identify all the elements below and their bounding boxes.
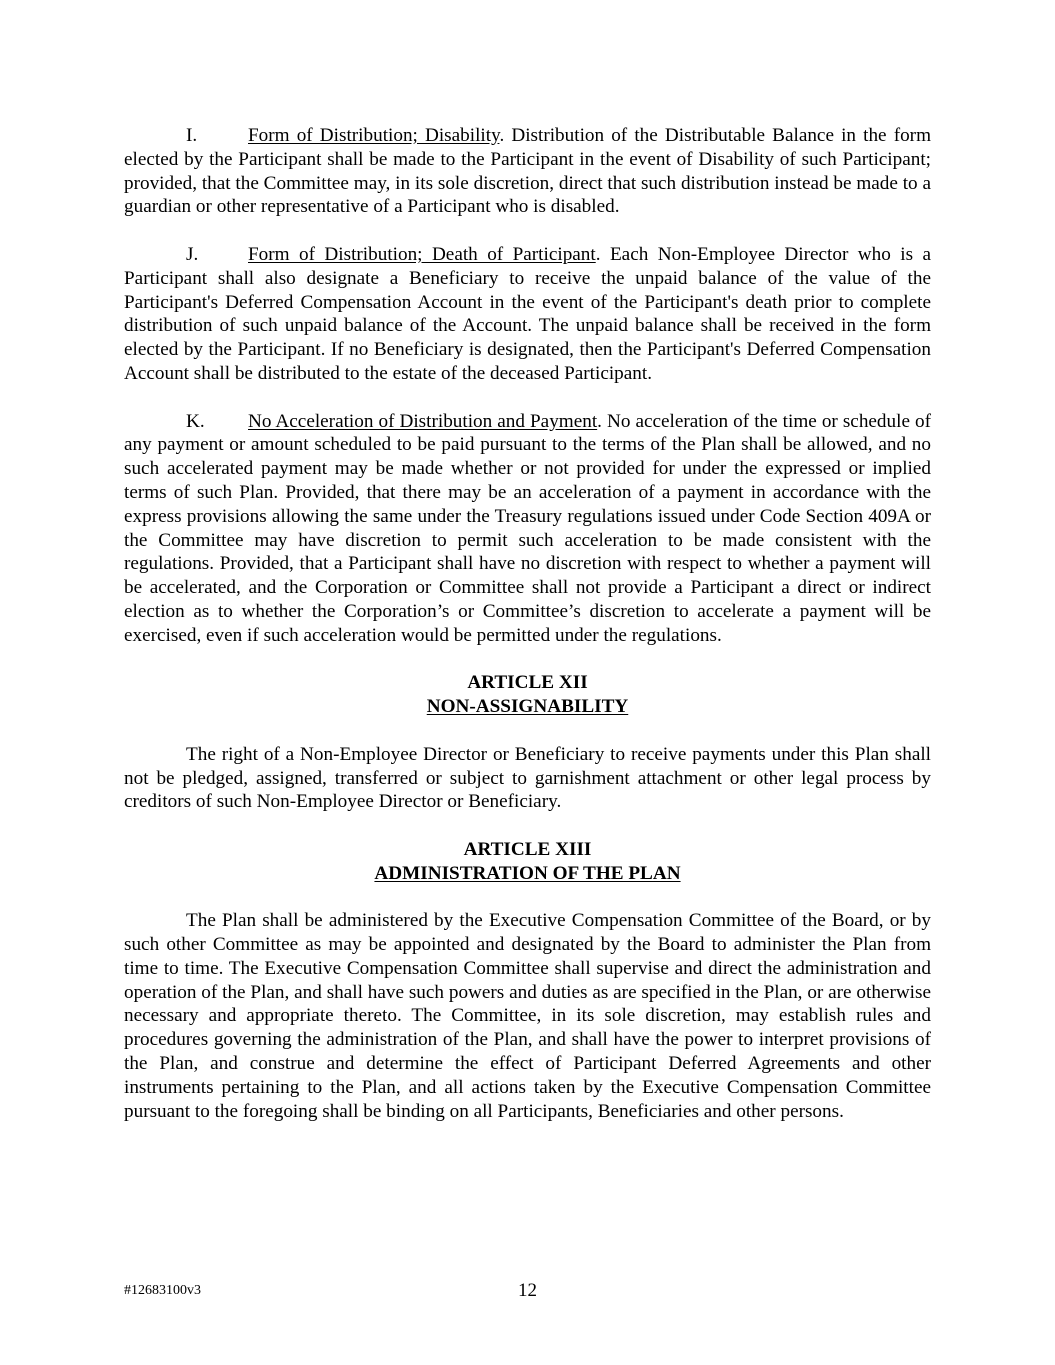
article-xii-heading: [124, 671, 931, 719]
section-i-letter: I.: [186, 125, 198, 146]
section-k-letter: K.: [186, 410, 205, 432]
article-xii-paragraph: The right of a Non-Employee Director or Beneficiary to receive payments under this Plan shall not be pledged, assigned, transferred or subject to garnishment attachment or other legal process by creditors of such Non-Employee Director or Beneficiary.: [124, 743, 931, 813]
article-xiii-title: ADMINISTRATION OF THE PLAN: [374, 862, 681, 884]
section-j-paragraph: [124, 243, 931, 386]
article-xii-title: NON-ASSIGNABILITY: [426, 696, 629, 718]
section-k-paragraph: [124, 410, 931, 648]
document-page: [124, 124, 931, 1147]
section-k-title: No Acceleration of Distribution and Payment: [248, 410, 598, 432]
footer-page-number: 12: [518, 1280, 537, 1301]
section-i-title: Form of Distribution; Disability: [248, 125, 500, 146]
article-xiii-paragraph: The Plan shall be administered by the Executive Compensation Committee of the Board, or by such other Committee as may be appointed and designated by the Board to administer the Plan from time to time. The Executive Compensation Committee shall supervise and direct the administration and operation of the Plan, and shall have such powers and duties as are specified in the Plan, or are otherwise necessary and appropriate thereto. The Committee, in its sole discretion, may establish rules and procedures governing the administration of the Plan, and shall have the power to interpret provisions of the Plan, and construe and determine the effect of Participant Deferred Agreements and other instruments pertaining to the Plan, and all actions taken by the Executive Compensation Committee pursuant to the foregoing shall be binding on all Participants, Beneficiaries and other persons.: [124, 910, 931, 1122]
section-j-text: . Each Non-Employee Director who is a Participant shall also designate a Beneficiary to receive the unpaid balance of the value of the Participant's Deferred Compensation Account in the event of the Participant's death prior to complete distribution of such unpaid balance of the Account. The unpaid balance shall be received in the form elected by the Participant. If no Beneficiary is designated, then the Participant's Deferred Compensation Account shall be distributed to the estate of the deceased Participant.: [124, 243, 931, 384]
footer-document-id: #12683100v3: [124, 1283, 201, 1298]
section-j-title: Form of Distribution; Death of Participant: [248, 243, 596, 265]
section-k-text: . No acceleration of the time or schedule of any payment or amount scheduled to be paid pursuant to the terms of the Plan shall be allowed, and no such accelerated payment may be made whether or not provided for under the expressed or implied terms of such Plan. Provided, that there may be an acceleration of a payment in accordance with the express provisions allowing the same under the Treasury regulations issued under Code Section 409A or the Committee may have discretion to permit such acceleration to be made consistent with the regulations. Provided, that a Participant shall have no discretion with respect to whether a payment will be accelerated, and the Corporation or Committee shall not provide a Participant a direct or indirect election as to whether the Corporation’s or Committee’s discretion to accelerate a payment will be exercised, even if such acceleration would be permitted under the regulations.: [124, 410, 931, 646]
section-j-letter: J.: [186, 243, 199, 265]
section-i-paragraph: [124, 124, 931, 219]
section-i-text: . Distribution of the Distributable Balance in the form elected by the Participant shall be made to the Participant in the event of Disability of such Participant; provided, that the Committee may, in its sole discretion, direct that such distribution instead be made to a guardian or other representative of a Participant who is disabled.: [124, 125, 931, 218]
article-xiii-number: ARTICLE XIII: [463, 838, 592, 860]
article-xii-number: ARTICLE XII: [467, 672, 588, 694]
article-xiii-heading: [124, 838, 931, 886]
